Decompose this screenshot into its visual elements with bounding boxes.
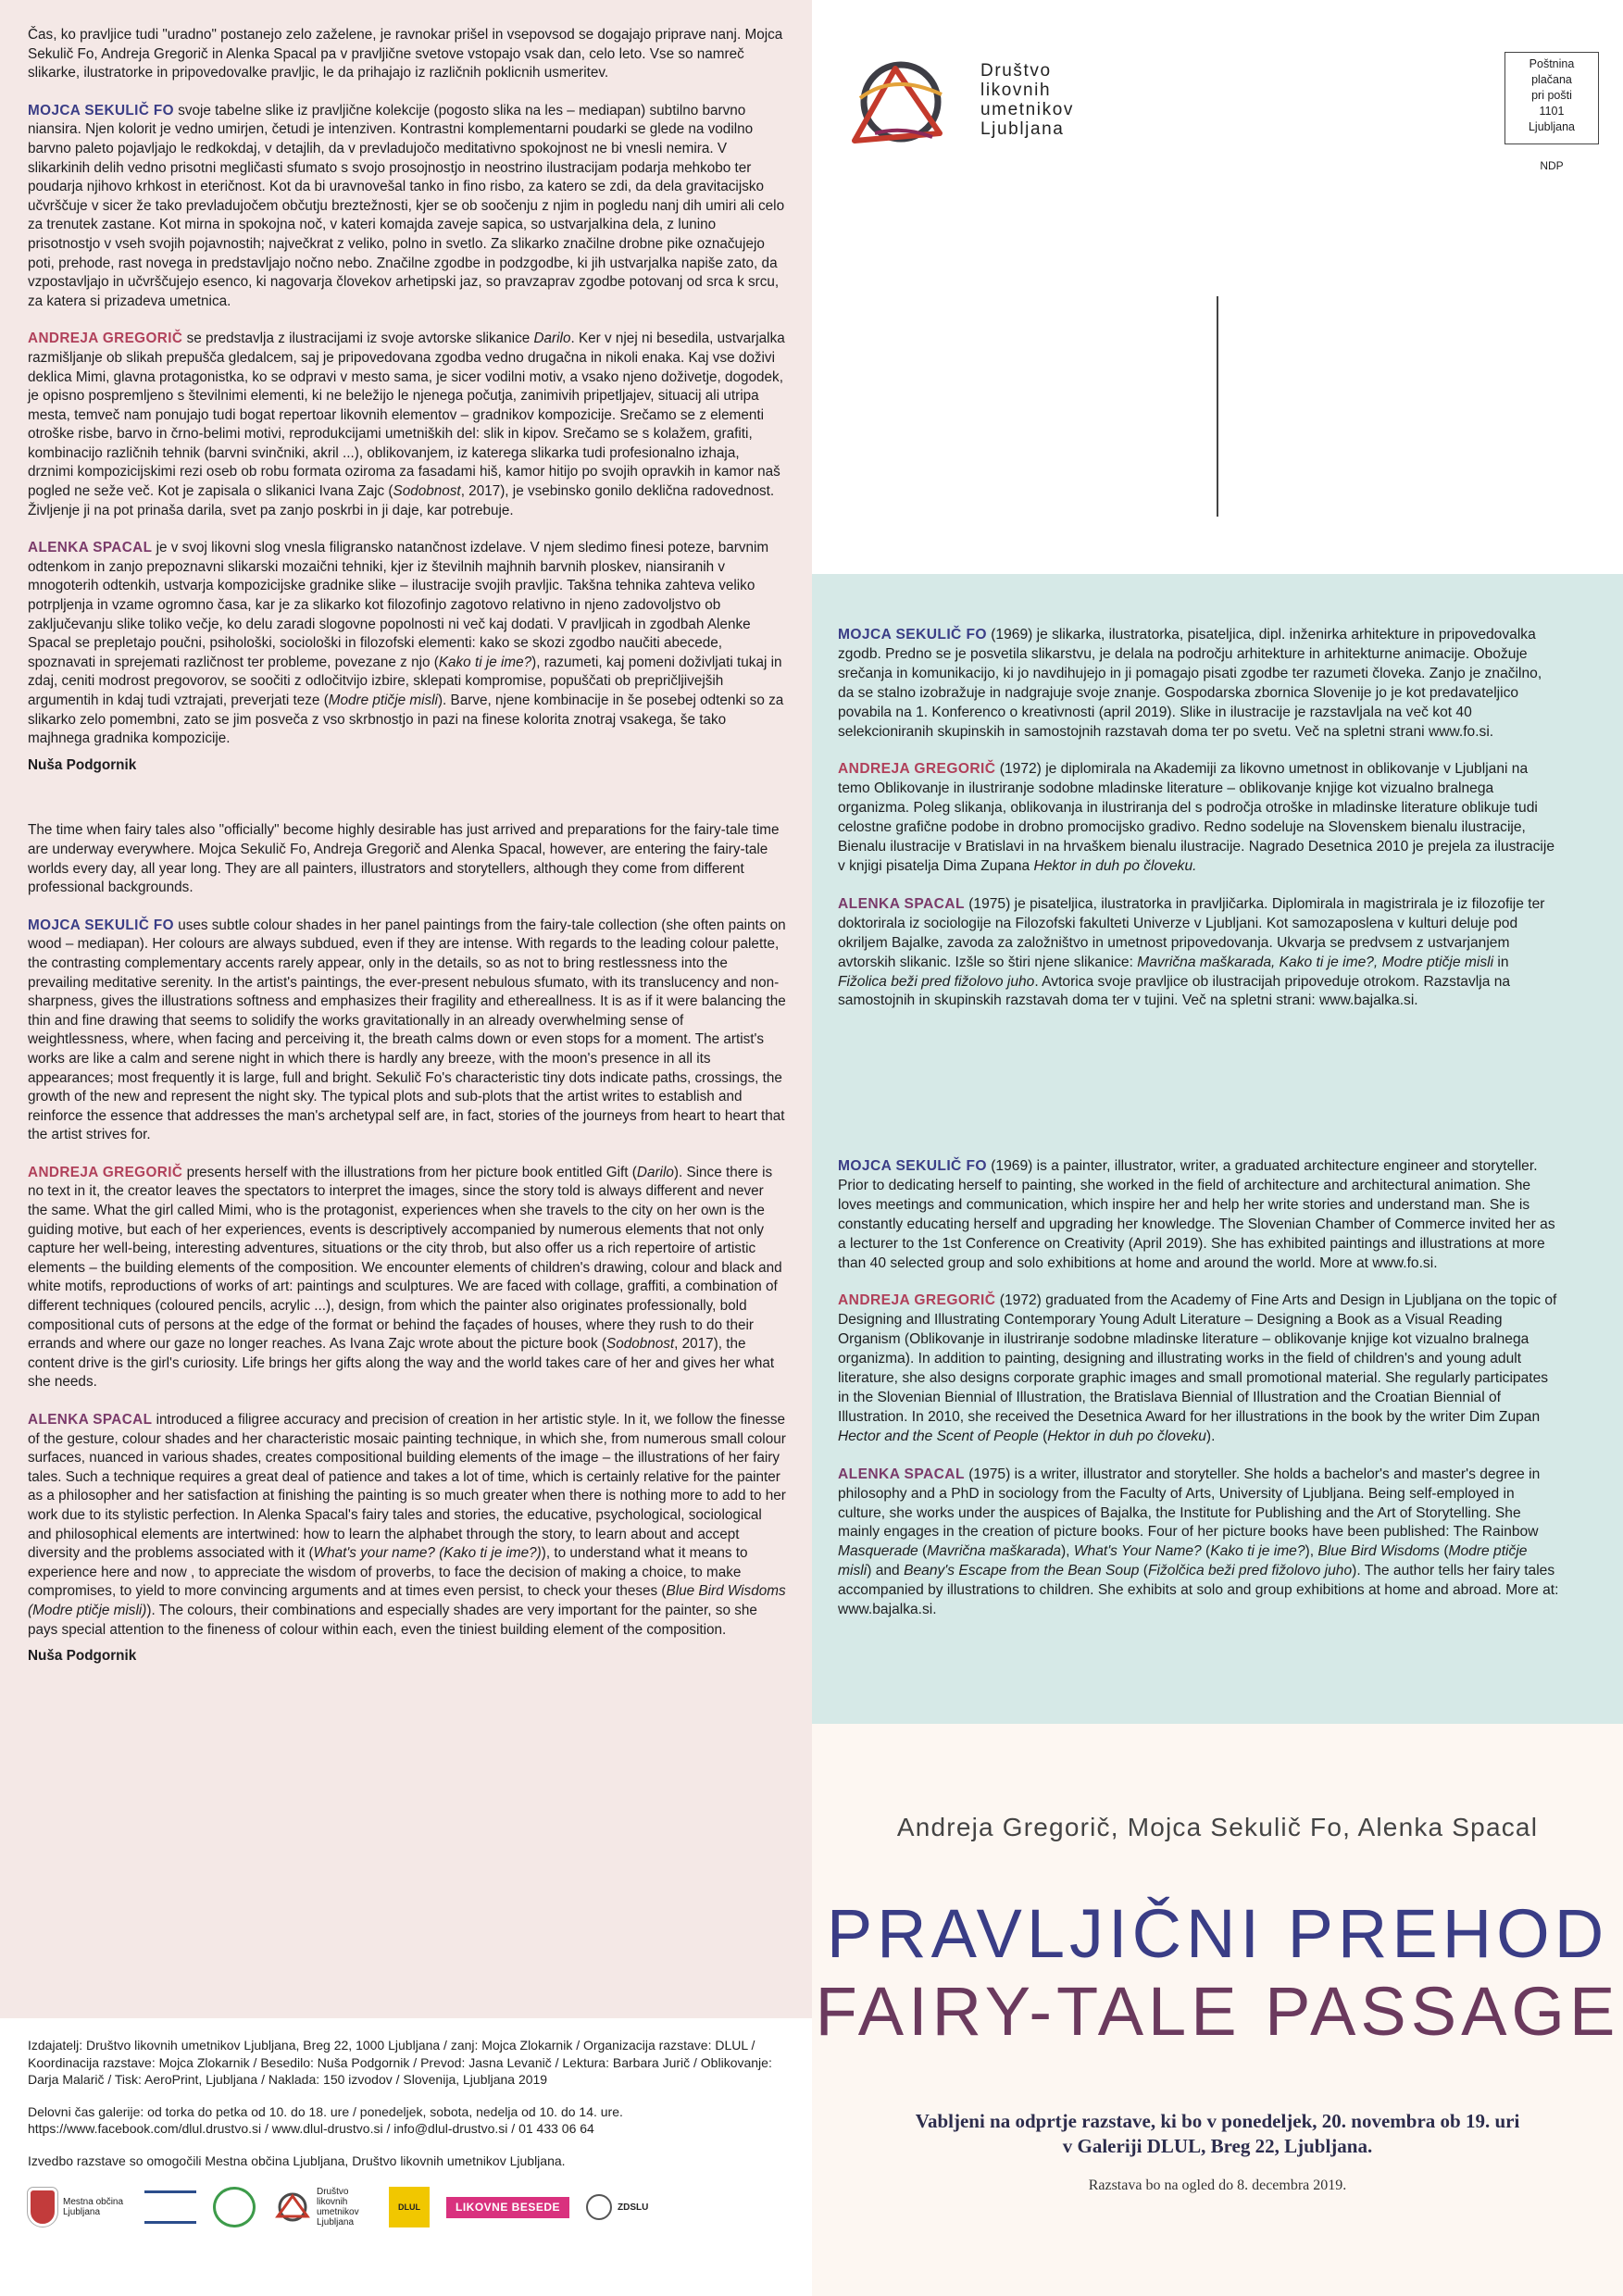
artist-name: MOJCA SEKULIČ FO <box>838 627 987 643</box>
crest-icon <box>28 2188 57 2227</box>
exhibition-end-date: Razstava bo na ogled do 8. decembra 2019. <box>1088 2177 1347 2193</box>
zdslu-logo: ZDSLU <box>586 2184 648 2230</box>
mojca-bio-sl: MOJCA SEKULIČ FO (1969) je slikarka, ilustratorka, pisateljica, dipl. inženirka arhitekture in pripovedovalka zgodb. Predno se je posvetila slikarstvu, je delala na področju arhitekture in arhitekturne animacije. Obožuje srečanja in komunikacijo, ki jo navdihujejo in ji pomagajo pisati zgodbe ter razumeti človeka. Zanjo je značilno, da se stalno izobražuje in nadgrajuje svoje znanje. Gospodarska zbornica Slovenije jo je kot predavateljico povabila na 1. Konferenco o kreativnosti (april 2019). Slike in ilustracije je razstavljala na več kot 40 selekcioniranih skupinskih in samostojnih razstavah doma ter po svetu. Več na spletni strani www.fo.si. <box>838 627 1542 740</box>
gallery-hours: Delovni čas galerije: od torka do petka od 10. do 18. ure / ponedeljek, sobota, nedelja od 10. do 14. ure. https://www.facebook.com/dlul.drustvo.si / www.dlul-drustvo.si / info@dlul-drustvo.si / 01 433 06 64 <box>28 2103 623 2136</box>
artist-name: ANDREJA GREGORIČ <box>28 1164 183 1180</box>
andreja-paragraph-sl: ANDREJA GREGORIČ se predstavlja z ilustracijami iz svoje avtorske slikanice Darilo. Ker v njej ni besedila, ustvarjalka razmišljanje ob slikah prepušča gledalcem, saj je pripovedovana zgodba vedno drugačna in nikoli enaka. Kaj vse doživi deklica Mimi, glavna protagonistka, ko se odpravi v mesto sama, je sicer vodilni motiv, a vsako njeno doživetje, dogodek, je opisno pospremljeno s številnimi elementi, ki ne beležijo le njenega počutja, zanimivih pripetljajev, situacij ali utripa mesta, temveč nam ponujajo tudi bogat repertoar likovnih elementov – gradnikov kompozicije. Srečamo se z elementi otroške risbe, barvo in črno-belimi motivi, reprodukcijami umetniških del: slik in kipov. Srečamo se s kolažem, grafiti, kombinacijo različnih tehnik (barvni svinčniki, akril ...), oblikovanjem, iz katerega slikarka tudi profesionalno izhaja, drznimi kompozicijskimi rezi oseb ob robu formata oziroma za fasadami hiš, kamor hitijo po svojih opravkih in kamor naš pogled ne seže več. Kot je zapisala o slikanici Ivana Zajc (Sodobnost, 2017), je vsebinsko gonilo deklična radovednost. Življenje ji na pot prinaša darila, svet pa zanjo poskrbi in ji daje, kar potrebuje. <box>28 331 785 518</box>
dlul-small-logo: Društvo likovnih umetnikov Ljubljana <box>272 2184 372 2230</box>
authors-line: Andreja Gregorič, Mojca Sekulič Fo, Alenka Spacal <box>896 1813 1539 1841</box>
organization-name: Društvo likovnih umetnikov Ljubljana <box>980 61 1074 139</box>
alenka-bio-en: ALENKA SPACAL (1975) is a writer, illustrator and storyteller. She holds a bachelor's and master's degree in philosophy and a PhD in sociology from the Faculty of Arts, University of Ljubljana. Being self-employed in culture, she works under the auspices of Bajalka, the Institute for Publishing and the Art of Storytelling. She mainly engages in the creation of picture books. Four of her picture books have been published: The Rainbow Masquerade (Mavrična maškarada), What's Your Name? (Kako ti je ime?), Blue Bird Wisdoms (Modre ptičje misli) and Beany's Escape from the Bean Soup (Fižolčica beži pred fižolovo juho). The author tells her fairy tales accompanied by illustrations to children. She exhibits at solo and group exhibitions at home and abroad. More at: www.bajalka.si. <box>838 1466 1559 1618</box>
artist-name: MOJCA SEKULIČ FO <box>838 1158 987 1174</box>
title-english: FAIRY-TALE PASSAGE <box>815 1973 1620 2050</box>
andreja-paragraph-en: ANDREJA GREGORIČ presents herself with the illustrations from her picture book entitled Gift (Darilo). Since there is no text in it, the creator leaves the spectators to interpret the images, since the story told is always different and never the same. What the girl called Mimi, who is the protagonist, experiences when she travels to the city on her own is the guiding motive, but each of her experiences, events is descriptively accompanied by numerous elements that not only capture her well-being, interesting adventures, situations or the city throb, but also offer us a rich repertoire of artistic elements – the building elements of the composition. We encounter elements of children's drawing, colour and black and white motifs, reproductions of works of art: paintings and sculptures. We are faced with collage, graffiti, a combination of different techniques (coloured pencils, acrylic ...), design, from which the painter also originates professionally, bold compositional cuts of persons at the edge of the format or behind the façades of houses, where they rush to do their errands and where our gaze no longer reaches. As Ivana Zajc wrote about the picture book (Sodobnost, 2017), the content drive is the girl's curiosity. Life brings her gifts along the way and the world takes care of her and gives her what she needs. <box>28 1164 782 1391</box>
title-slovenian: PRAVLJIČNI PREHOD <box>826 1895 1609 1972</box>
cover-panel <box>812 1724 1623 2296</box>
bios-panel <box>812 574 1623 1724</box>
artist-name: ALENKA SPACAL <box>838 1466 965 1482</box>
temple-icon <box>144 2190 196 2224</box>
address-panel <box>812 0 1623 574</box>
intro-en: The time when fairy tales also "officially" become highly desirable has just arrived and preparations for the fairy-tale time are underway everywhere. Mojca Sekulič Fo, Andreja Gregorič and Alenka Spacal, however, are entering the fairy-tale worlds every day, all year long. They are all painters, illustrators and storytellers, although they come from different professional backgrounds. <box>28 822 780 896</box>
leaf-icon <box>213 2187 256 2227</box>
likovne-besede-logo: LIKOVNE BESEDE <box>446 2184 569 2230</box>
address-divider <box>1217 296 1218 517</box>
alenka-paragraph-en: ALENKA SPACAL introduced a filigree accuracy and precision of creation in her artistic style. In it, we follow the finesse of the gesture, colour shades and her characteristic mosaic painting technique, in which she, from numerous small colour surfaces, nuanced in various shades, creates compositional building elements of the image – the illustrations of her fairy tales. Such a technique requires a great deal of patience and takes a lot of time, which is certainly relative for the painter as a philosopher and her satisfaction at finishing the painting is so much greater when there is nothing more to add to her work due to its stylistic perfection. In Alenka Spacal's fairy tales and stories, the educative, psychological, sociological and philosophical elements are intertwined: how to learn the alphabet through the story, to learn about and accept diversity and the problems associated with it (What's your name? (Kako ti je ime?)), to understand what it means to experience here and now , to appreciate the wisdom of proverbs, to face the decision of making a choice, to make compromises, to yield to more convincing arguments and at times even persist, to check your theses (Blue Bird Wisdoms (Modre ptičje misli)). The colours, their combinations and especially shades are very important for the painter, so she pays special attention to the fineness of colour within each, even the tiniest building element of the composition. <box>28 1412 786 1638</box>
contact-links[interactable]: https://www.facebook.com/dlul.drustvo.si / www.dlul-drustvo.si / info@dlul-drustvo.si / 01 433 06 64 <box>28 2121 594 2136</box>
andreja-bio-sl: ANDREJA GREGORIČ (1972) je diplomirala na Akademiji za likovno umetnost in oblikovanje v Ljubljani na temo Oblikovanje in ilustriranje sodobne mladinske literature – oblikovanje knjige kot vizualno bralnega organizma. Poleg slikanja, oblikovanja in ilustriranja del s področja otroške in mladinske literature oblikuje tudi celostne grafične podobe in drobno promocijsko gradivo. Redno sodeluje na Slovenskem bienalu ilustracije, Bienalu ilustracije v Bratislavi in na hrvaškem bienalu ilustracije. Nagrado Desetnica 2010 je prejela za ilustracije v knjigi pisatelja Dima Zupana Hektor in duh po človeku. <box>838 761 1555 874</box>
support-note: Izvedbo razstave so omogočili Mestna občina Ljubljana, Društvo likovnih umetnikov Ljubljana. <box>28 2152 566 2168</box>
left-panel <box>0 0 812 2018</box>
sponsor-logos <box>28 2184 784 2230</box>
alenka-paragraph-sl: ALENKA SPACAL je v svoj likovni slog vnesla filigransko natančnost izdelave. V njem sledimo finesi poteze, barvnim odtenkom in zanjo prepoznavni slikarski mozaični tehniki, kjer iz številnih majhnih barvnih ploskev, niansiranih v mnogoterih odtenkih, ustvarja kompozicijske gradnike slike – ilustracije svojih pravljic. Takšna tehnika zahteva veliko potrpljenja in vzame ogromno časa, kar je za slikarko kot filozofinjo zagotovo relativno in njeno zadovoljstvo ob zaključevanju slike toliko večje, ko delu zaradi slogovne popolnosti ni več kaj dodati. V pravljicah in zgodbah Alenke Spacal se prepletajo poučni, psihološki, sociološki in filozofski elementi: kako se skozi zgodbo naučiti abecede, spoznavati in sprejemati različnost ter probleme, povezane z njo (Kako ti je ime?), razumeti, kaj pomeni doživljati tukaj in zdaj, ceniti modrost pregovorov, se soočiti z odločitvijo izbire, sklepati kompromise, popuščati ob prepričljivejših argumentih in kdaj tudi vztrajati, preverjati teze (Modre ptičje misli). Barve, njene kombinacije in še posebej odtenki so za slikarko zelo pomembni, zato se jim posveča z vso skrbnostjo in pazi na finese kolorita znotraj vsakega, še tako majhnega gradnika kompozicije. <box>28 540 784 747</box>
artist-name: MOJCA SEKULIČ FO <box>28 102 174 119</box>
andreja-bio-en: ANDREJA GREGORIČ (1972) graduated from the Academy of Fine Arts and Design in Ljubljana on the topic of Designing and Illustrating Contemporary Young Adult Literature – Designing a Book as a Visual Reading Organism (Oblikovanje in ilustriranje sodobne mladinske literature – oblikovanje knjige kot vizualno bralnega organizma). In addition to painting, designing and illustrating works in the field of children's and young adult literature, she also designs corporate graphic images and small promotional material. She regularly participates in the Slovenian Biennial of Illustration, the Bratislava Biennial of Illustration and the Croatian Biennial of Illustration. In 2010, she received the Desetnica Award for her illustrations in the book by the writer Dim Zupan Hector and the Scent of People (Hektor in duh po človeku). <box>838 1292 1557 1444</box>
mojca-paragraph-sl: MOJCA SEKULIČ FO svoje tabelne slike iz pravljične kolekcije (pogosto slika na les – mediapan) subtilno barvno niansira. Njen kolorit je vedno umirjen, četudi je intenziven. Kontrastni komplementarni poudarki se glede na vodilno barvno paleto pojavljajo le redkokdaj, v detajlih, da v prevladujočo meditativno spokojnost ne bi vnesli nemira. V slikarkinih delih vedno prisotni megličasti sfumato s svojo prosojnostjo in neostrino ilustracijam podarja mehkobo ter poudarja njihovo krhkost in eteričnost. Kot da bi uravnovešal tanko in fino risbo, za katero se zdi, da dela gravitacijsko učvrščuje v sicer že tako prevladujočem občutju breztežnosti, kjer se ob soočenju z njim in pogledu nanj dih umiri ali celo za trenutek zastane. Kot mirna in spokojna noč, v kateri komajda zaveje sapica, so ustvarjalkina dela, z lunino prisotnostjo v vseh svojih pojavnostih; največkrat z veliko, polno in svetlo. Za slikarko značilne drobne pike označujejo poti, prehode, rast novega in predstavljajo nočno nebo. Značilne zgodbe in podzgodbe, ki jih ustvarjalka napiše zato, da vzpostavljajo in učvrščujejo esenco, ki nagovarja človekov arhetipski jaz, so pravzaprav zgodbe potovanj od srca k srcu, za katera si prizadeva umetnica. <box>28 102 785 309</box>
alenka-bio-sl: ALENKA SPACAL (1975) je pisateljica, ilustratorka in pravljičarka. Diplomirala in magistrirala je iz filozofije ter doktorirala iz sociologije na Filozofski fakulteti Univerze v Ljubljani. Kot samozaposlena v kulturi deluje pod okriljem Bajalke, zavoda za založništvo in umetnost pripovedovanja. Ukvarja se predvsem z ustvarjanjem avtorskih slikanic. Izšle so štiri njene slikanice: Mavrična maškarada, Kako ti je ime?, Modre ptičje misli in Fižolica beži pred fižolovo juho. Avtorica svoje pravljice ob ilustracijah pripoveduje otrokom. Razstavlja na samostojnih in skupinskih razstavah doma ter v tujini. Več na spletni strani: www.bajalka.si. <box>838 895 1545 1009</box>
seal-icon <box>586 2194 612 2220</box>
signature-en: Nuša Podgornik <box>28 1648 137 1665</box>
bios-sl <box>838 626 1560 1029</box>
dlul-gallery-logo: DLUL <box>389 2184 430 2230</box>
artist-name: ANDREJA GREGORIČ <box>838 761 996 778</box>
mol-logo: Mestna občina Ljubljana <box>28 2184 128 2230</box>
intro-sl: Čas, ko pravljice tudi "uradno" postanejo zelo zaželene, je ravnokar prišel in vsepovsod se dogajajo priprave nanj. Mojca Sekulič Fo, Andreja Gregorič in Alenka Spacal pa v pravljične svetove vstopajo vsak dan, celo leto. Vse so namreč slikarke, ilustratorke in pripovedovalke pravljic, le da prihajajo iz različnih poklicnih usmeritev. <box>28 27 783 81</box>
imprint-footer <box>0 2018 812 2296</box>
bios-en <box>838 1157 1560 1639</box>
artist-name: ALENKA SPACAL <box>28 540 153 556</box>
dlul-logo-icon <box>838 44 977 156</box>
artist-name: ANDREJA GREGORIČ <box>838 1292 996 1309</box>
essay-text <box>28 26 787 1685</box>
signature-sl: Nuša Podgornik <box>28 756 137 773</box>
artist-name: MOJCA SEKULIČ FO <box>28 917 174 933</box>
postage-stamp: Poštnina plačana pri pošti 1101 Ljubljana <box>1504 52 1599 144</box>
green-city-logo <box>213 2184 256 2230</box>
artist-name: ALENKA SPACAL <box>28 1412 153 1428</box>
credits: Izdajatelj: Društvo likovnih umetnikov Ljubljana, Breg 22, 1000 Ljubljana / zanj: Mojca Zlokarnik / Organizacija razstave: DLUL / Koordinacija razstave: Mojca Zlokarnik / Besedilo: Nuša Podgornik / Prevod: Jasna Levanič / Lektura: Barbara Jurič / Oblikovanje: Darja Malarič / Tisk: AeroPrint, Ljubljana / Naklada: 150 izvodov / Slovenija, Ljubljana 2019 <box>28 2038 772 2087</box>
opening-invitation: Vabljeni na odprtje razstave, ki bo v ponedeljek, 20. novembra ob 19. uri v Galeriji DLUL, Breg 22, Ljubljana. <box>915 2110 1520 2157</box>
unesco-logo <box>144 2184 196 2230</box>
mojca-paragraph-en: MOJCA SEKULIČ FO uses subtle colour shades in her panel paintings from the fairy-tale collection (she often paints on wood – mediapan). Her colours are always subdued, even if they are intense. With regards to the leading colour palette, the contrasting complementary accents rarely appear, only in the details, so as not to bring restlessness into the prevailing meditative serenity. In the artist's paintings, the ever-present nebulous sfumato, with its translucency and non-sharpness, gives the illustrations softness and emphasizes their fragility and ethereallness. It is as if it were balancing the thin and fine drawing that seems to solidify the works gravitationally in an already overwhelming sense of weightlessness, where, when facing and perceiving it, the breath calms down or even stops for a moment. The artist's works are like a calm and serene night in which there is hardly any breeze, with the moon's presence in all its appearances; most frequently it is large, full and bright. Sekulič Fo's characteristic tiny dots indicate paths, crossings, the growth of the new and represent the night sky. The typical plots and sub-plots that the artist writes to establish and reinforce the essence that addresses the man's archetypal self are, in fact, stories of the journeys from heart to heart that the artist strives for. <box>28 917 786 1143</box>
artist-name: ALENKA SPACAL <box>838 895 965 912</box>
artist-name: ANDREJA GREGORIČ <box>28 331 183 347</box>
ndp-label: NDP <box>1540 159 1564 172</box>
dlul-mark-icon <box>272 2189 313 2226</box>
mojca-bio-en: MOJCA SEKULIČ FO (1969) is a painter, illustrator, writer, a graduated architecture engineer and storyteller. Prior to dedicating herself to painting, she worked in the field of architecture and architectural animation. She loves meetings and communication, which inspire her and help her write stories and understand man. She is constantly educating herself and upgrading her knowledge. The Slovenian Chamber of Commerce invited her as a lecturer to the 1st Conference on Creativity (April 2019). She has exhibited paintings and illustrations at more than 40 selected group and solo exhibitions at home and around the world. More at www.fo.si. <box>838 1158 1555 1271</box>
